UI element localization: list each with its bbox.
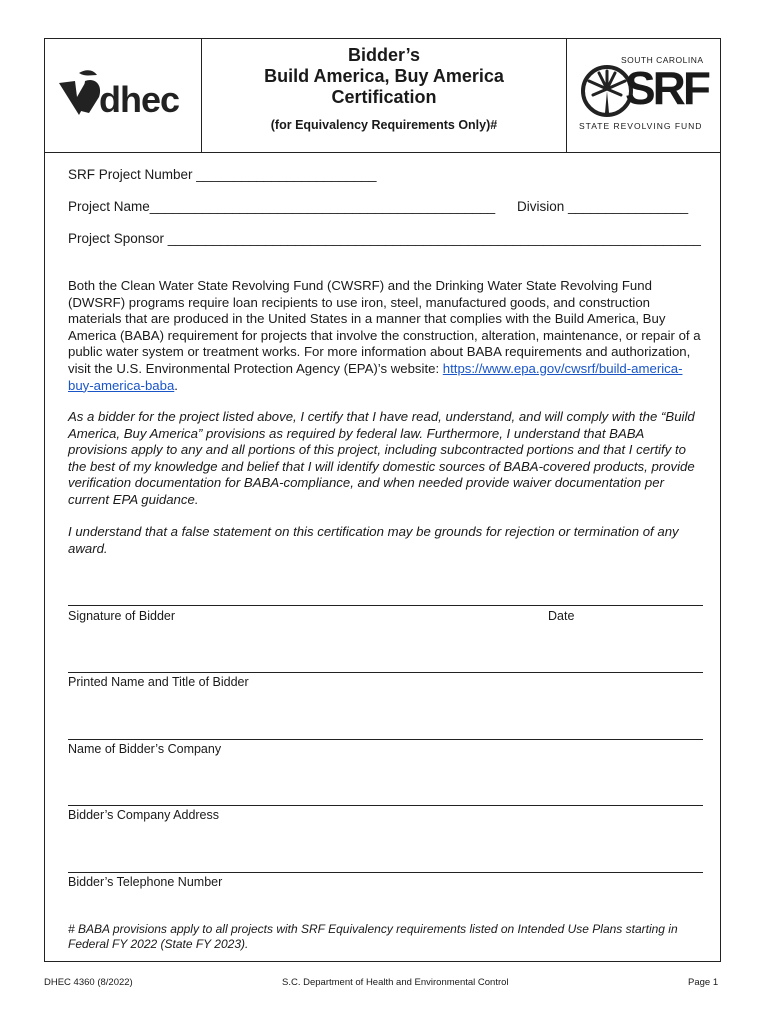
epa-baba-link[interactable]: https://www.epa.gov/cwsrf/build-america-buy-america-baba: [68, 360, 683, 393]
printed-name-line[interactable]: [68, 672, 703, 673]
date-label: Date: [548, 609, 575, 623]
company-name-line[interactable]: [68, 739, 703, 740]
form-number: DHEC 4360 (8/2022): [44, 977, 133, 988]
srf-logo-cell: [567, 39, 721, 152]
intro-text: Both the Clean Water State Revolving Fund (CWSRF) and the Drinking Water State Revolving Fund (DWSRF) programs require loan recipients to use iron, steel, manufactured goods, and construction materials that are produced in the United States in a manner that complies with the Build America, Buy America (BABA) requirement for projects that involve the construction, alteration, maintenance, or repair of a public water system or treatment works. For more information about BABA requirements and authorization, visit the U.S. Environmental Protection Agency (EPA)’s website:: [68, 278, 701, 376]
title-cell: [202, 39, 567, 152]
signature-line[interactable]: [68, 605, 703, 606]
dhec-logo-text: dhec: [99, 79, 180, 120]
false-statement-paragraph: I understand that a false statement on this certification may be grounds for rejection or termination of any award.: [68, 524, 679, 556]
dhec-logo-cell: [45, 39, 202, 152]
srf-logo: [575, 51, 715, 141]
subtitle: (for Equivalency Requirements Only)#: [270, 118, 498, 132]
telephone-label: Bidder’s Telephone Number: [68, 875, 223, 889]
company-address-line[interactable]: [68, 805, 703, 806]
link-suffix: .: [174, 377, 178, 393]
title-line-3: Certification: [331, 87, 437, 107]
company-name-label: Name of Bidder’s Company: [68, 742, 222, 756]
telephone-line[interactable]: [68, 872, 703, 873]
srf-logo-bottom-text: STATE REVOLVING FUND: [579, 121, 703, 131]
certification-paragraph: As a bidder for the project listed above, I certify that I have read, understand, and will comply with the “Build America, Buy America” provisions as required by federal law. Furthermore, I understand that BABA provisions apply to any and all portions of this project, including subcontracted portions and that I certify to the best of my knowledge and belief that I will identify domestic sources of BABA-covered products, provide verification documentation for BABA-compliance, and when needed provide waiver documentation per current EPA guidance.: [68, 409, 695, 507]
srf-logo-top-text: SOUTH CAROLINA: [621, 55, 704, 65]
printed-name-label: Printed Name and Title of Bidder: [68, 675, 249, 689]
title-line-1: Bidder’s: [347, 45, 421, 65]
company-address-label: Bidder’s Company Address: [68, 808, 220, 822]
srf-logo-main-text: SRF: [625, 62, 708, 114]
project-name-field[interactable]: Project Name______________________________________________: [68, 199, 496, 214]
division-field[interactable]: Division ________________: [517, 199, 689, 214]
form-header: [45, 39, 720, 153]
srf-project-number-field[interactable]: SRF Project Number ________________________: [68, 167, 377, 182]
title-line-2: Build America, Buy America: [264, 66, 504, 86]
signature-label: Signature of Bidder: [68, 609, 176, 623]
project-sponsor-field[interactable]: Project Sponsor _______________________________________________________________________: [68, 231, 701, 246]
form-frame: [44, 38, 721, 962]
dhec-logo: [55, 67, 195, 123]
department-name: S.C. Department of Health and Environmental Control: [282, 977, 509, 988]
page-number: Page 1: [688, 977, 719, 988]
baba-footnote: # BABA provisions apply to all projects with SRF Equivalency requirements listed on Intended Use Plans starting in Federal FY 2022 (State FY 2023).: [68, 922, 678, 951]
intro-paragraph: [68, 278, 703, 394]
